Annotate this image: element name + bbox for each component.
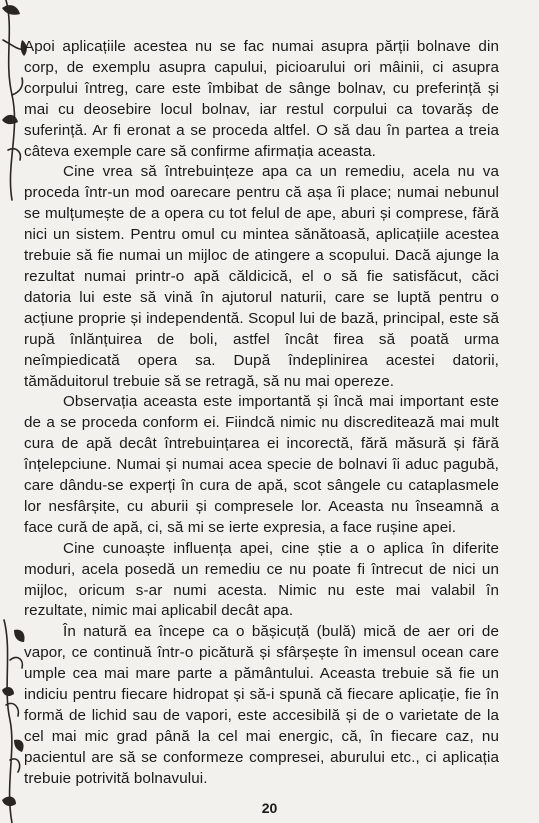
page-body-text	[24, 37, 499, 790]
paragraph: Apoi aplicațiile acestea nu se fac numai asupra părții bolnave din corp, de exemplu asupra capului, picioarului ori mâinii, ci asupra corpului întreg, care este îmbibat de sânge bolnav, cu preferință și mai cu deosebire locul bolnav, iar restul corpului ca tovarăș de suferință. Ar fi eronat a se proceda altfel. O să dau în partea a treia câteva exemple care să confirme afirmația aceasta.	[24, 38, 499, 160]
paragraph: Cine vrea să întrebuințeze apa ca un remediu, acela nu va proceda într-un mod oarecare pentru că așa îi place; numai nebunul se mulțumește de a opera cu tot felul de ape, aburi și comprese, fără nici un sistem. Pentru omul cu mintea sănătoasă, aplicațiile acestea trebuie să fie numai un mijloc de atingere a scopului. Dacă ajunge la rezultat numai printr-o apă căldicică, el o să fie satisfăcut, căci datoria lui este să vină în ajutorul naturii, care se luptă pentru o acțiune proprie și independentă. Scopul lui de bază, principal, este să rupă înlănțuirea de boli, astfel încât firea să poată urma neîmpiedicată opera sa. După îndeplinirea acestei datorii, tămăduitorul trebuie să se retragă, să nu mai opereze.	[24, 163, 499, 390]
paragraph: În natură ea începe ca o bășicuță (bulă) mică de aer ori de vapor, ce continuă într-o picătură și sfârșește în imensul ocean care umple cea mai mare parte a pământului. Aceasta trebuie să fie un indiciu pentru fiecare hidropat și să-i spună că fiecare aplicație, fie în formă de lichid sau de vapori, este accesibilă și de o varietate de la cel mai mic grad până la cel mai energic, că, în fiecare caz, nu pacientul are să se conformeze compresei, aburului etc., ci aplicația trebuie potrivită bolnavului.	[24, 623, 499, 787]
page-number: 20	[261, 800, 278, 816]
paragraph: Cine cunoaște influența apei, cine știe a o aplica în diferite moduri, acela posedă un remediu ce nu poate fi întrecut de nici un mijloc, oricum s-ar numi acesta. Nimic nu este mai valabil în rezultate, nimic mai aplicabil decât apa.	[24, 539, 499, 620]
paragraph: Observația aceasta este importantă și încă mai important este de a se proceda conform ei. Fiindcă nimic nu discreditează mai mult cura de apă decât întrebuințarea ei incorectă, fără măsură și fără înțelepciune. Numai și numai acea specie de bolnavi îi aduc pagubă, care dându-se experți în cura de apă, scot sângele cu cataplasmele lor nesfârșite, cu aburii și compresele lor. Aceasta nu înseamnă a face cură de apă, ci, să mi se ierte expresia, a face rușine apei.	[24, 393, 499, 536]
